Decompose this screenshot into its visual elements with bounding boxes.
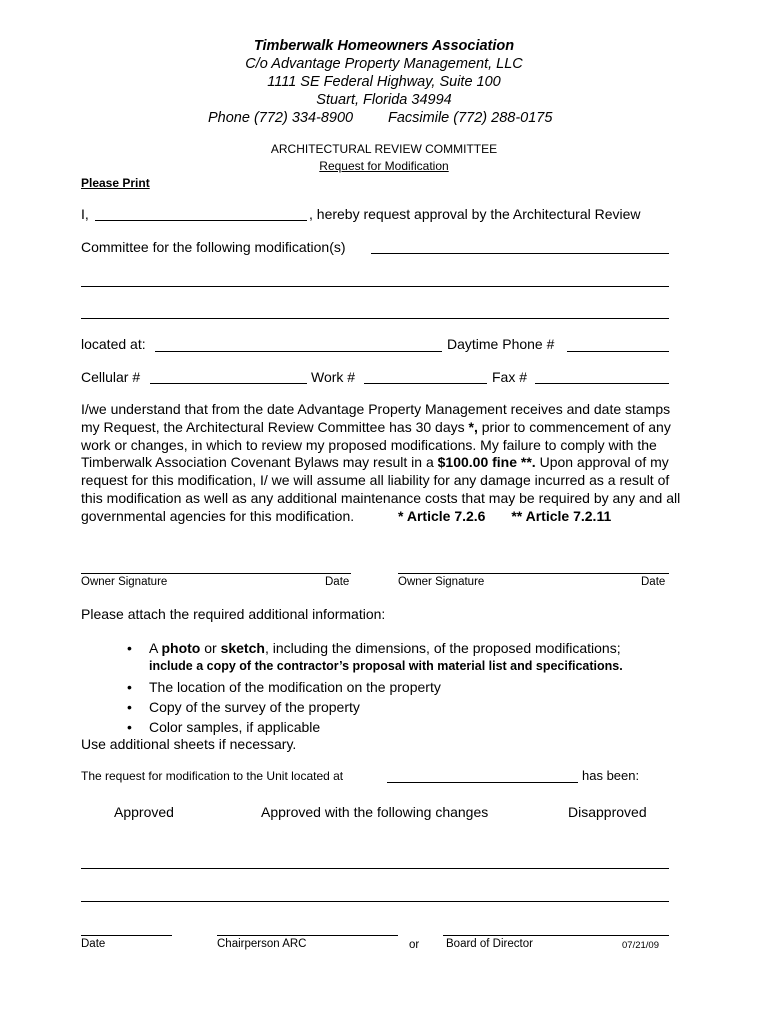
owner-name-field[interactable] [95, 220, 307, 221]
please-print: Please Print [81, 176, 150, 190]
disapproved-option[interactable]: Disapproved [568, 804, 647, 820]
daytime-phone-field[interactable] [567, 351, 669, 352]
revision-date: 07/21/09 [622, 940, 659, 951]
owner-signature-label-1: Owner Signature [81, 576, 168, 588]
fax-field[interactable] [535, 383, 669, 384]
modification-field-2[interactable] [81, 286, 669, 287]
item4-text: Color samples, if applicable [149, 719, 321, 735]
item1-sketch: sketch [220, 640, 265, 656]
street-address: 1111 SE Federal Highway, Suite 100 [267, 74, 501, 90]
list-item [81, 717, 721, 737]
decision-suffix: has been: [582, 768, 640, 783]
footer-date-label: Date [81, 938, 106, 950]
agreement-text-3: Upon approval of my request for this modification, I/ we will assume all liability for any damage incurred as a result of this modification as well as any additional maintenance costs that may be required by any and all governmental agencies for this modification. [81, 454, 681, 524]
article-ref-1: * Article 7.2.6 [398, 507, 486, 524]
item1-photo: photo [161, 640, 201, 656]
city-address: Stuart, Florida 34994 [316, 92, 452, 108]
changes-field-1[interactable] [81, 868, 669, 869]
item1-or: or [200, 640, 221, 656]
daytime-phone-label: Daytime Phone # [447, 336, 555, 352]
item2-text: The location of the modification on the property [149, 679, 441, 695]
additional-sheets-note: Use additional sheets if necessary. [81, 736, 297, 752]
owner-signature-label-2: Owner Signature [398, 576, 485, 588]
form-title: Request for Modification [319, 159, 449, 173]
fine-amount: $100.00 fine **. [437, 454, 536, 471]
bullet-icon: • [127, 679, 132, 695]
footer-date-line[interactable] [81, 935, 172, 936]
line1-suffix: , hereby request approval by the Architectural Review [309, 206, 641, 222]
owner-signature-line-2[interactable] [398, 573, 669, 574]
org-name: Timberwalk Homeowners Association [253, 38, 515, 54]
fax-number: Facsimile (772) 288-0175 [388, 110, 553, 126]
phone-number: Phone (772) 334-8900 [208, 110, 354, 126]
cellular-label: Cellular # [81, 369, 141, 385]
line1-prefix: I, [81, 206, 89, 222]
cellular-field[interactable] [150, 383, 307, 384]
care-of: C/o Advantage Property Management, LLC [245, 56, 523, 72]
list-item [81, 638, 721, 674]
location-field[interactable] [155, 351, 442, 352]
item1-text-a: A [149, 640, 162, 656]
bullet-icon: • [127, 699, 132, 715]
list-item [81, 677, 721, 697]
work-label: Work # [311, 369, 356, 385]
agreement-text-2: prior to commencement of any work or changes, in which to review my proposed modifications. My failure to comply with the Timberwalk Association Covenant Bylaws may result in a [81, 418, 671, 471]
owner-date-label-2: Date [641, 576, 666, 588]
list-item [81, 697, 721, 717]
article-mark-1: *, [464, 418, 478, 435]
committee-heading: ARCHITECTURAL REVIEW COMMITTEE [270, 142, 498, 156]
owner-date-label-1: Date [325, 576, 350, 588]
owner-signature-line-1[interactable] [81, 573, 351, 574]
chairperson-line[interactable] [217, 935, 398, 936]
approved-changes-option[interactable]: Approved with the following changes [261, 804, 489, 820]
bullet-icon: • [127, 640, 132, 656]
approved-option[interactable]: Approved [114, 804, 174, 820]
article-ref-2: ** Article 7.2.11 [511, 507, 612, 524]
unit-location-field[interactable] [387, 782, 578, 783]
agreement-text-1: I/we understand that from the date Advantage Property Management receives and date stamps my Request, the Architectural Review Committee has 30 days [81, 401, 671, 435]
located-label: located at: [81, 336, 146, 352]
chairperson-label: Chairperson ARC [217, 938, 307, 950]
item1-subnote: include a copy of the contractor’s proposal with material list and specifications. [149, 659, 623, 673]
modification-label: Committee for the following modification(s) [81, 239, 346, 255]
or-label: or [409, 939, 420, 951]
agreement-paragraph [81, 401, 681, 526]
bullet-icon: • [127, 719, 132, 735]
attachments-intro: Please attach the required additional information: [81, 606, 386, 622]
modification-field-1[interactable] [371, 253, 669, 254]
item3-text: Copy of the survey of the property [149, 699, 360, 715]
board-director-label: Board of Director [446, 938, 533, 950]
modification-field-3[interactable] [81, 318, 669, 319]
changes-field-2[interactable] [81, 901, 669, 902]
work-field[interactable] [364, 383, 487, 384]
fax-label: Fax # [492, 369, 528, 385]
board-director-line[interactable] [443, 935, 669, 936]
item1-rest: , including the dimensions, of the proposed modifications; [264, 640, 621, 656]
attachment-list [81, 638, 721, 737]
decision-prefix: The request for modification to the Unit located at [81, 769, 344, 783]
